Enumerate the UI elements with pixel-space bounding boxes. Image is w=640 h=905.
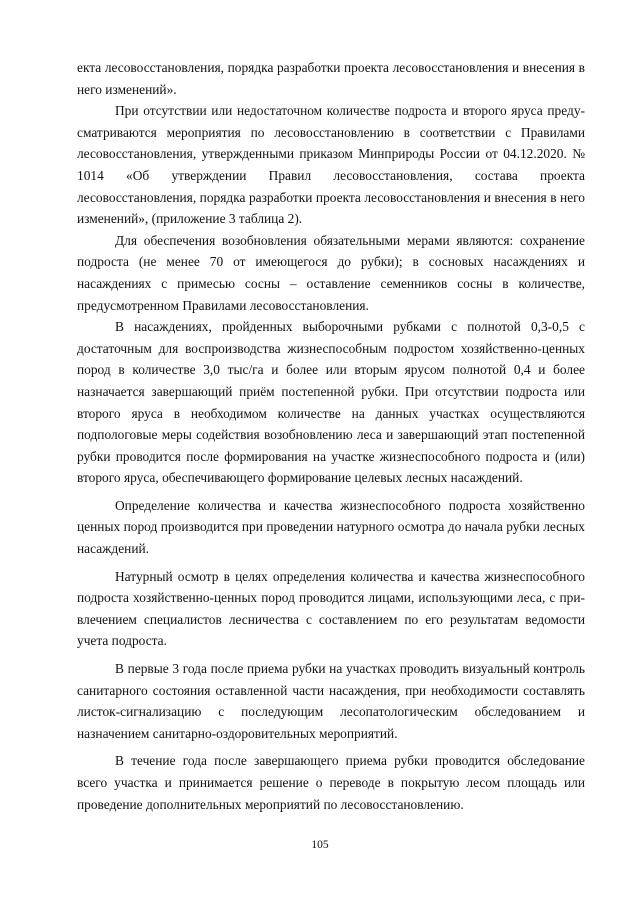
- paragraph-field-inspection: Натурный осмотр в целях определения количества и качества жизнеспособного подроста хозяйственно-ценных пород проводится лицами, использующими леса, с привлечением специалистов лесничества с составлением по его результатам ведомости учета подроста.: [77, 568, 585, 649]
- paragraph-reforestation-rules: При отсутствии или недостаточном количестве подроста и второго яруса предусматриваются мероприятия по лесовосстановлению в соответствии с Правилами лесовосстановления, утвержденными приказом Минприроды России от 04.12.2020. № 1014 «Об утверждении Правил лесовосстановления, состава проекта лесовосстановления, порядка разработки проекта лесовосстановления и внесения в него изменений», (приложение 3 таблица 2).: [77, 103, 585, 227]
- page-number: 105: [311, 839, 329, 851]
- document-body: [77, 57, 585, 815]
- paragraph-selective-cutting: В насаждениях, пройденных выборочными рубками с полнотой 0,3-0,5 с достаточным для воспроизводства жизнеспособным подростом хозяйственно-ценных пород в количестве 3,0 тыс/га и более или вторым ярусом полнотой 0,4 и более назначается завершающий приём постепенной рубки. При отсутствии подроста или второго яруса в необходимом количестве на данных участках осуществляются подпологовые меры содействия возобновлению леса и завершающий этап постепенной рубки проводится после формирования на участке жизнеспособного подроста и (или) второго яруса, обеспечивающего формирование целевых лесных насаждений.: [77, 319, 585, 486]
- paragraph-undergrowth-assessment: Определение количества и качества жизнеспособного подроста хозяйственно ценных пород производится при проведении натурного осмотра до начала рубки лесных насаждений.: [77, 497, 585, 557]
- paragraph-mandatory-measures: Для обеспечения возобновления обязательными мерами являются: сохранение подроста (не менее 70 от имеющегося до рубки); в сосновых насаждениях и насаждениях с примесью сосны – оставление семенников сосны в количестве, предусмотренном Правилами лесовосстановления.: [77, 232, 585, 313]
- paragraph-continuation: екта лесовосстановления, порядка разработки проекта лесовосстановления и внесения в него изменений».: [77, 60, 585, 97]
- paragraph-sanitary-control: В первые 3 года после приема рубки на участках проводить визуальный контроль санитарного состояния оставленной части насаждения, при необходимости составлять листок-сигнализацию с последующим лесопатологическим обследованием и назначением санитарно-оздоровительных мероприятий.: [77, 661, 585, 741]
- paragraph-final-survey: В течение года после завершающего приема рубки проводится обследование всего участка и принимается решение о переводе в покрытую лесом площадь или проведение дополнительных мероприятий по лесовосстановлению.: [77, 753, 585, 812]
